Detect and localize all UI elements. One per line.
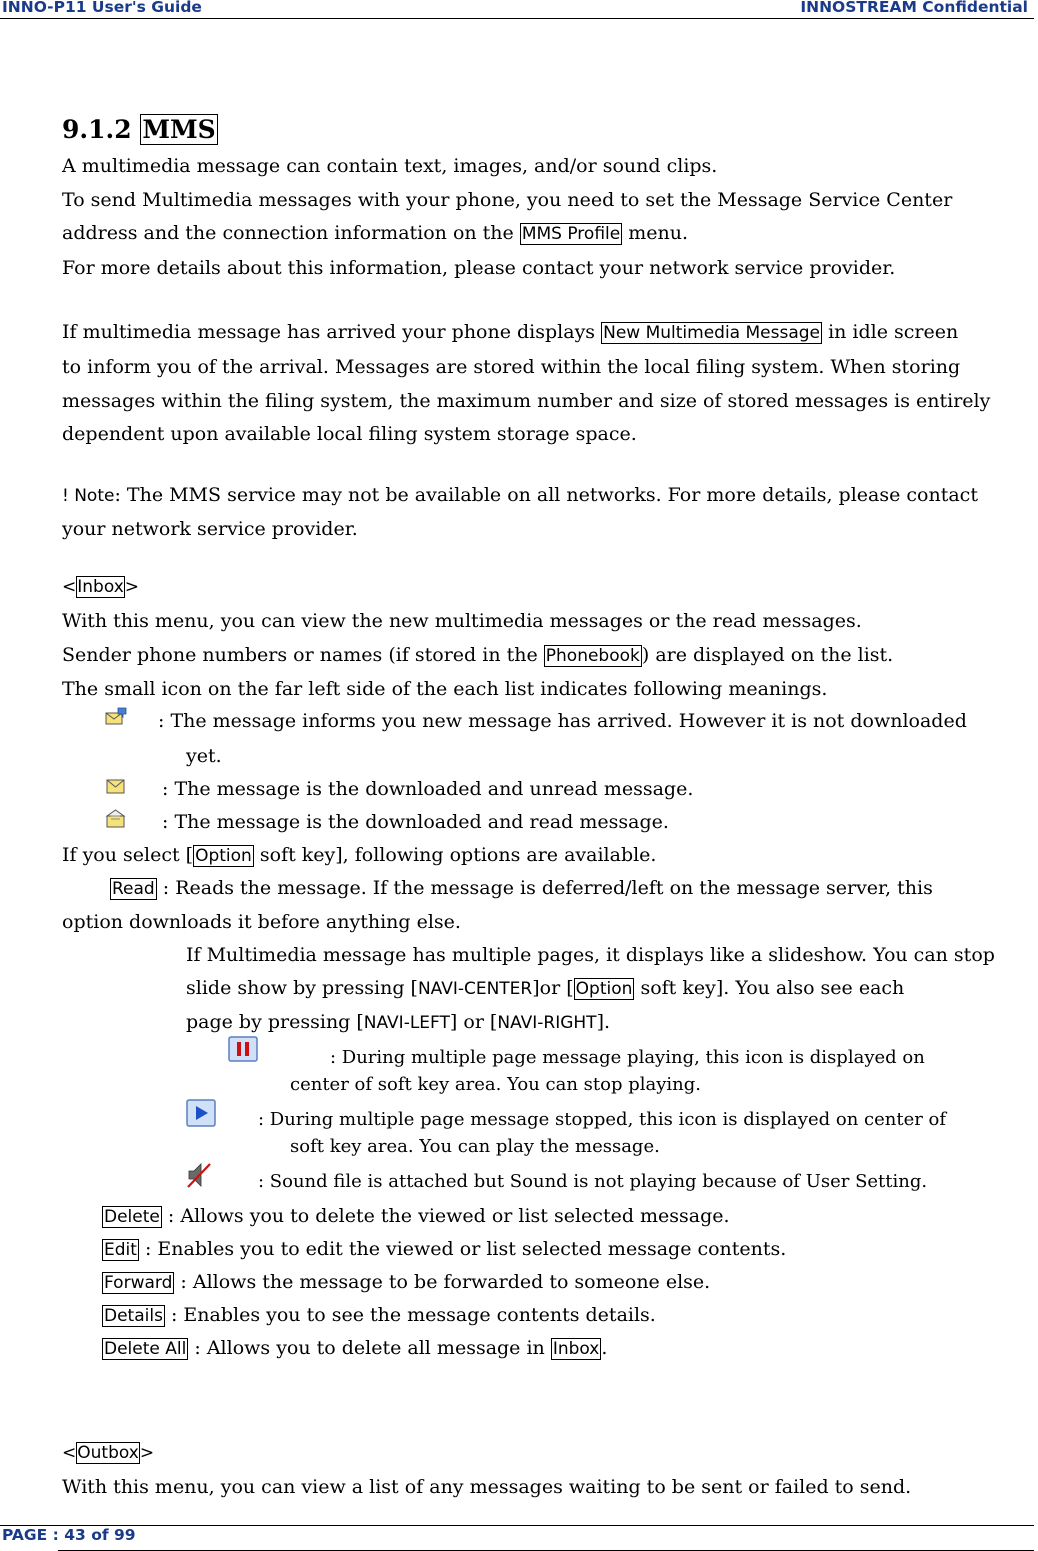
option-item: Details : Enables you to see the message contents details.	[104, 1304, 656, 1326]
paragraph: to inform you of the arrival. Messages are stored within the local filing system. When storing	[62, 356, 961, 378]
details-link[interactable]: Details	[104, 1306, 163, 1326]
navi-center-key: NAVI-CENTER	[417, 979, 533, 999]
icon-description-continued: center of soft key area. You can stop playing.	[290, 1074, 701, 1095]
forward-link[interactable]: Forward	[104, 1273, 173, 1293]
new-multimedia-message-link[interactable]: New Multimedia Message	[603, 323, 821, 343]
header-confidential: INNOSTREAM Confidential	[800, 0, 1028, 16]
paragraph: A multimedia message can contain text, images, and/or sound clips.	[62, 155, 718, 177]
icon-description-continued: soft key area. You can play the message.	[290, 1136, 660, 1157]
paragraph: address and the connection information on the MMS Profile menu.	[62, 222, 689, 244]
option-item: Delete All : Allows you to delete all message in Inbox .	[104, 1337, 608, 1359]
note-label: ! Note	[62, 486, 115, 506]
play-icon	[186, 1099, 216, 1127]
section-heading	[62, 115, 218, 144]
phonebook-link[interactable]: Phonebook	[545, 646, 640, 666]
note-continued: your network service provider.	[62, 518, 358, 540]
paragraph: page by pressing [NAVI-LEFT] or [NAVI-RIGHT].	[186, 1011, 611, 1033]
page-number: PAGE : 43 of 99	[2, 1526, 136, 1544]
paragraph: slide show by pressing [NAVI-CENTER]or [ Option soft key]. You also see each	[186, 977, 905, 999]
header-title: INNO-P11 User's Guide	[2, 0, 202, 16]
option-item: Forward : Allows the message to be forwarded to someone else.	[104, 1271, 711, 1293]
paragraph: messages within the filing system, the maximum number and size of stored messages is entirely	[62, 390, 991, 412]
edit-link[interactable]: Edit	[104, 1240, 137, 1260]
icon-description: : The message informs you new message has arrived. However it is not downloaded	[158, 710, 967, 732]
option-link[interactable]: Option	[575, 979, 633, 999]
paragraph: dependent upon available local filing system storage space.	[62, 423, 637, 445]
option-item: Delete : Allows you to delete the viewed or list selected message.	[104, 1205, 730, 1227]
page-footer	[0, 1525, 1034, 1550]
outbox-link[interactable]: Outbox	[77, 1443, 139, 1463]
mms-profile-link[interactable]: MMS Profile	[521, 224, 621, 244]
icon-description: : During multiple page message playing, this icon is displayed on	[330, 1047, 925, 1068]
icon-description-continued: yet.	[186, 745, 222, 767]
icon-description: : The message is the downloaded and read message.	[162, 811, 669, 833]
paragraph: If Multimedia message has multiple pages, it displays like a slideshow. You can stop	[186, 944, 995, 966]
paragraph: To send Multimedia messages with your phone, you need to set the Message Service Center	[62, 189, 953, 211]
icon-description: : During multiple page message stopped, this icon is displayed on center of	[258, 1109, 947, 1130]
read-option-continued: option downloads it before anything else.	[62, 911, 461, 933]
icon-description: : The message is the downloaded and unread message.	[162, 778, 694, 800]
pause-icon	[228, 1036, 258, 1062]
unread-message-icon	[105, 777, 127, 797]
outbox-heading: <Outbox>	[62, 1443, 155, 1463]
page-header	[0, 0, 1034, 19]
icon-description: : Sound file is attached but Sound is not playing because of User Setting.	[258, 1171, 928, 1192]
read-message-icon	[105, 809, 127, 829]
inbox-link[interactable]: Inbox	[552, 1339, 600, 1359]
read-link[interactable]: Read	[112, 879, 155, 899]
option-item: Edit : Enables you to edit the viewed or list selected message contents.	[104, 1238, 787, 1260]
undownloaded-message-icon	[105, 707, 127, 727]
paragraph: For more details about this information, please contact your network service provider.	[62, 257, 896, 279]
mute-icon	[186, 1160, 212, 1190]
paragraph: If multimedia message has arrived your phone displays New Multimedia Message in idle screen	[62, 321, 959, 343]
navi-left-key: NAVI-LEFT	[363, 1013, 450, 1033]
navi-right-key: NAVI-RIGHT	[497, 1013, 597, 1033]
inbox-heading: <Inbox>	[62, 577, 140, 597]
paragraph: With this menu, you can view a list of any messages waiting to be sent or failed to send.	[62, 1476, 912, 1498]
paragraph: If you select [ Option soft key], following options are available.	[62, 844, 657, 866]
paragraph: With this menu, you can view the new multimedia messages or the read messages.	[62, 610, 862, 632]
delete-link[interactable]: Delete	[104, 1207, 160, 1227]
read-option: Read : Reads the message. If the message is deferred/left on the message server, this	[112, 877, 933, 899]
inbox-link[interactable]: Inbox	[77, 577, 124, 597]
note: ! Note: The MMS service may not be available on all networks. For more details, please contact	[62, 484, 978, 506]
delete-all-link[interactable]: Delete All	[104, 1339, 187, 1359]
paragraph: The small icon on the far left side of the each list indicates following meanings.	[62, 678, 828, 700]
section-number: 9.1.2	[62, 115, 132, 144]
option-link[interactable]: Option	[195, 846, 252, 866]
paragraph: Sender phone numbers or names (if stored in the Phonebook ) are displayed on the list.	[62, 644, 894, 666]
section-title: MMS	[142, 115, 216, 144]
